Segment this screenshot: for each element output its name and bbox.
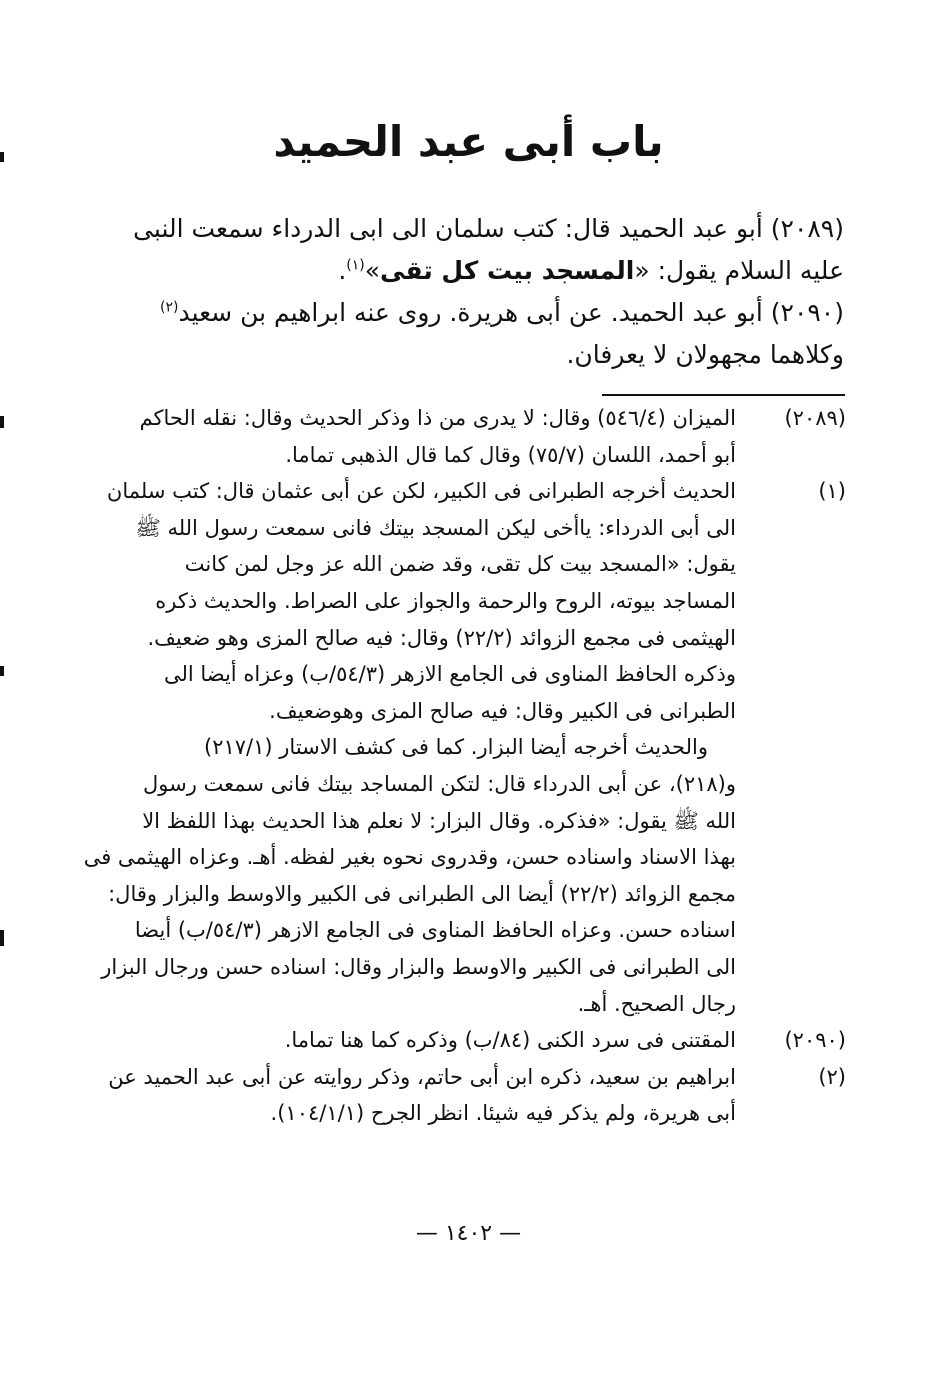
entry-2089-line-1: (٢٠٨٩) أبو عبد الحميد قال: كتب سلمان الى ابى الدرداء سمعت النبى bbox=[133, 214, 844, 243]
entry-2089-tail: . bbox=[338, 256, 347, 285]
main-text bbox=[92, 208, 844, 376]
footnote-line: أبى هريرة، ولم يذكر فيه شيئا. انظر الجرح (١٠٤/١/١). bbox=[270, 1101, 736, 1126]
footnote-line: الى أبى الدرداء: ياأخى ليكن المسجد بيتك فانى سمعت رسول الله ﷺ bbox=[135, 515, 736, 540]
scan-edge-mark bbox=[0, 666, 4, 676]
footnote-divider bbox=[602, 394, 845, 396]
footnote-2090 bbox=[96, 1022, 846, 1059]
footnote-line: يقول: «المسجد بيت كل تقى، وقد ضمن الله عز وجل لمن كانت bbox=[184, 552, 736, 577]
footnote-line: بهذا الاسناد واسناده حسن، وقدروى نحوه بغير لفظه. أهـ. وعزاه الهيثمى فى bbox=[83, 845, 736, 870]
scan-edge-mark bbox=[0, 930, 4, 946]
footnote-line: المساجد بيوته، الروح والرحمة والجواز على الصراط. والحديث ذكره bbox=[155, 588, 736, 613]
footnote-line: أبو أحمد، اللسان (٧٥/٧) وقال كما قال الذهبى تماما. bbox=[285, 442, 736, 467]
scan-edge-mark bbox=[0, 152, 4, 162]
footnote-marker: (٢) bbox=[818, 1064, 846, 1089]
footnotes bbox=[83, 400, 846, 1132]
footnote-line: وذكره الحافظ المناوى فى الجامع الازهر (٥٤/٣/ب) وعزاه أيضا الى bbox=[163, 662, 736, 687]
page-title: باب أبى عبد الحميد bbox=[273, 117, 664, 166]
footnote-ref-1: (١) bbox=[346, 257, 365, 274]
footnote-line: الطبرانى فى الكبير وقال: فيه صالح المزى وهوضعيف. bbox=[269, 698, 736, 723]
footnote-2 bbox=[96, 1059, 846, 1132]
entry-2090-text: (٢٠٩٠) أبو عبد الحميد. عن أبى هريرة. روى عنه ابراهيم بن سعيد bbox=[178, 298, 844, 327]
footnote-line: المقتنى فى سرد الكنى (٨٤/ب) وذكره كما هنا تماما. bbox=[284, 1028, 736, 1053]
footnote-marker: (١) bbox=[818, 479, 846, 504]
footnote-line: الى الطبرانى فى الكبير والاوسط والبزار وقال: اسناده حسن ورجال البزار bbox=[101, 954, 736, 979]
footnote-marker: (٢٠٩٠) bbox=[784, 1028, 846, 1053]
entry-2090-line-1 bbox=[92, 292, 844, 334]
footnote-line: الميزان (٥٤٦/٤) وقال: لا يدرى من ذا وذكر الحديث وقال: نقله الحاكم bbox=[139, 406, 736, 430]
entry-2089-lead: عليه السلام يقول: « bbox=[634, 256, 844, 285]
footnote-line: ابراهيم بن سعيد، ذكره ابن أبى حاتم، وذكر روايته عن أبى عبد الحميد عن bbox=[108, 1064, 736, 1089]
footnote-body bbox=[96, 400, 736, 473]
footnote-body bbox=[84, 473, 736, 1022]
footnote-line: و(٢١٨)، عن أبى الدرداء قال: لتكن المساجد بيتك فانى سمعت رسول bbox=[143, 771, 736, 796]
footnote-marker: (٢٠٨٩) bbox=[784, 406, 846, 430]
footnote-line: الهيثمى فى مجمع الزوائد (٢٢/٢) وقال: فيه صالح المزى وهو ضعيف. bbox=[147, 625, 736, 650]
footnote-2089 bbox=[96, 400, 846, 473]
entry-2089-line-2 bbox=[92, 250, 844, 292]
footnote-line: رجال الصحيح. أهـ. bbox=[577, 991, 736, 1016]
footnote-ref-2: (٢) bbox=[159, 299, 179, 316]
page-number: — ١٤٠٢ — bbox=[415, 1221, 522, 1246]
footnote-body bbox=[96, 1022, 736, 1059]
footnote-body bbox=[96, 1059, 736, 1132]
footnote-line: والحديث أخرجه أيضا البزار. كما فى كشف الاستار (٢١٧/١) bbox=[204, 735, 708, 760]
footnote-line: اسناده حسن. وعزاه الحافظ المناوى فى الجامع الازهر (٥٤/٣/ب) أيضا bbox=[134, 918, 736, 943]
scan-edge-mark bbox=[0, 416, 4, 428]
footnote-line: مجمع الزوائد (٢٢/٢) أيضا الى الطبرانى فى الكبير والاوسط والبزار وقال: bbox=[108, 881, 736, 906]
entry-2089-quote: المسجد بيت كل تقى bbox=[380, 256, 635, 285]
entry-2089-quote-close: » bbox=[364, 256, 381, 285]
entry-2090-line-2: وكلاهما مجهولان لا يعرفان. bbox=[566, 340, 844, 369]
footnote-line: الحديث أخرجه الطبرانى فى الكبير، لكن عن أبى عثمان قال: كتب سلمان bbox=[106, 479, 736, 504]
footnote-1 bbox=[83, 473, 846, 1022]
footnote-line: الله ﷺ يقول: «فذكره. وقال البزار: لا نعلم هذا الحديث بهذا اللفظ الا bbox=[142, 808, 736, 833]
